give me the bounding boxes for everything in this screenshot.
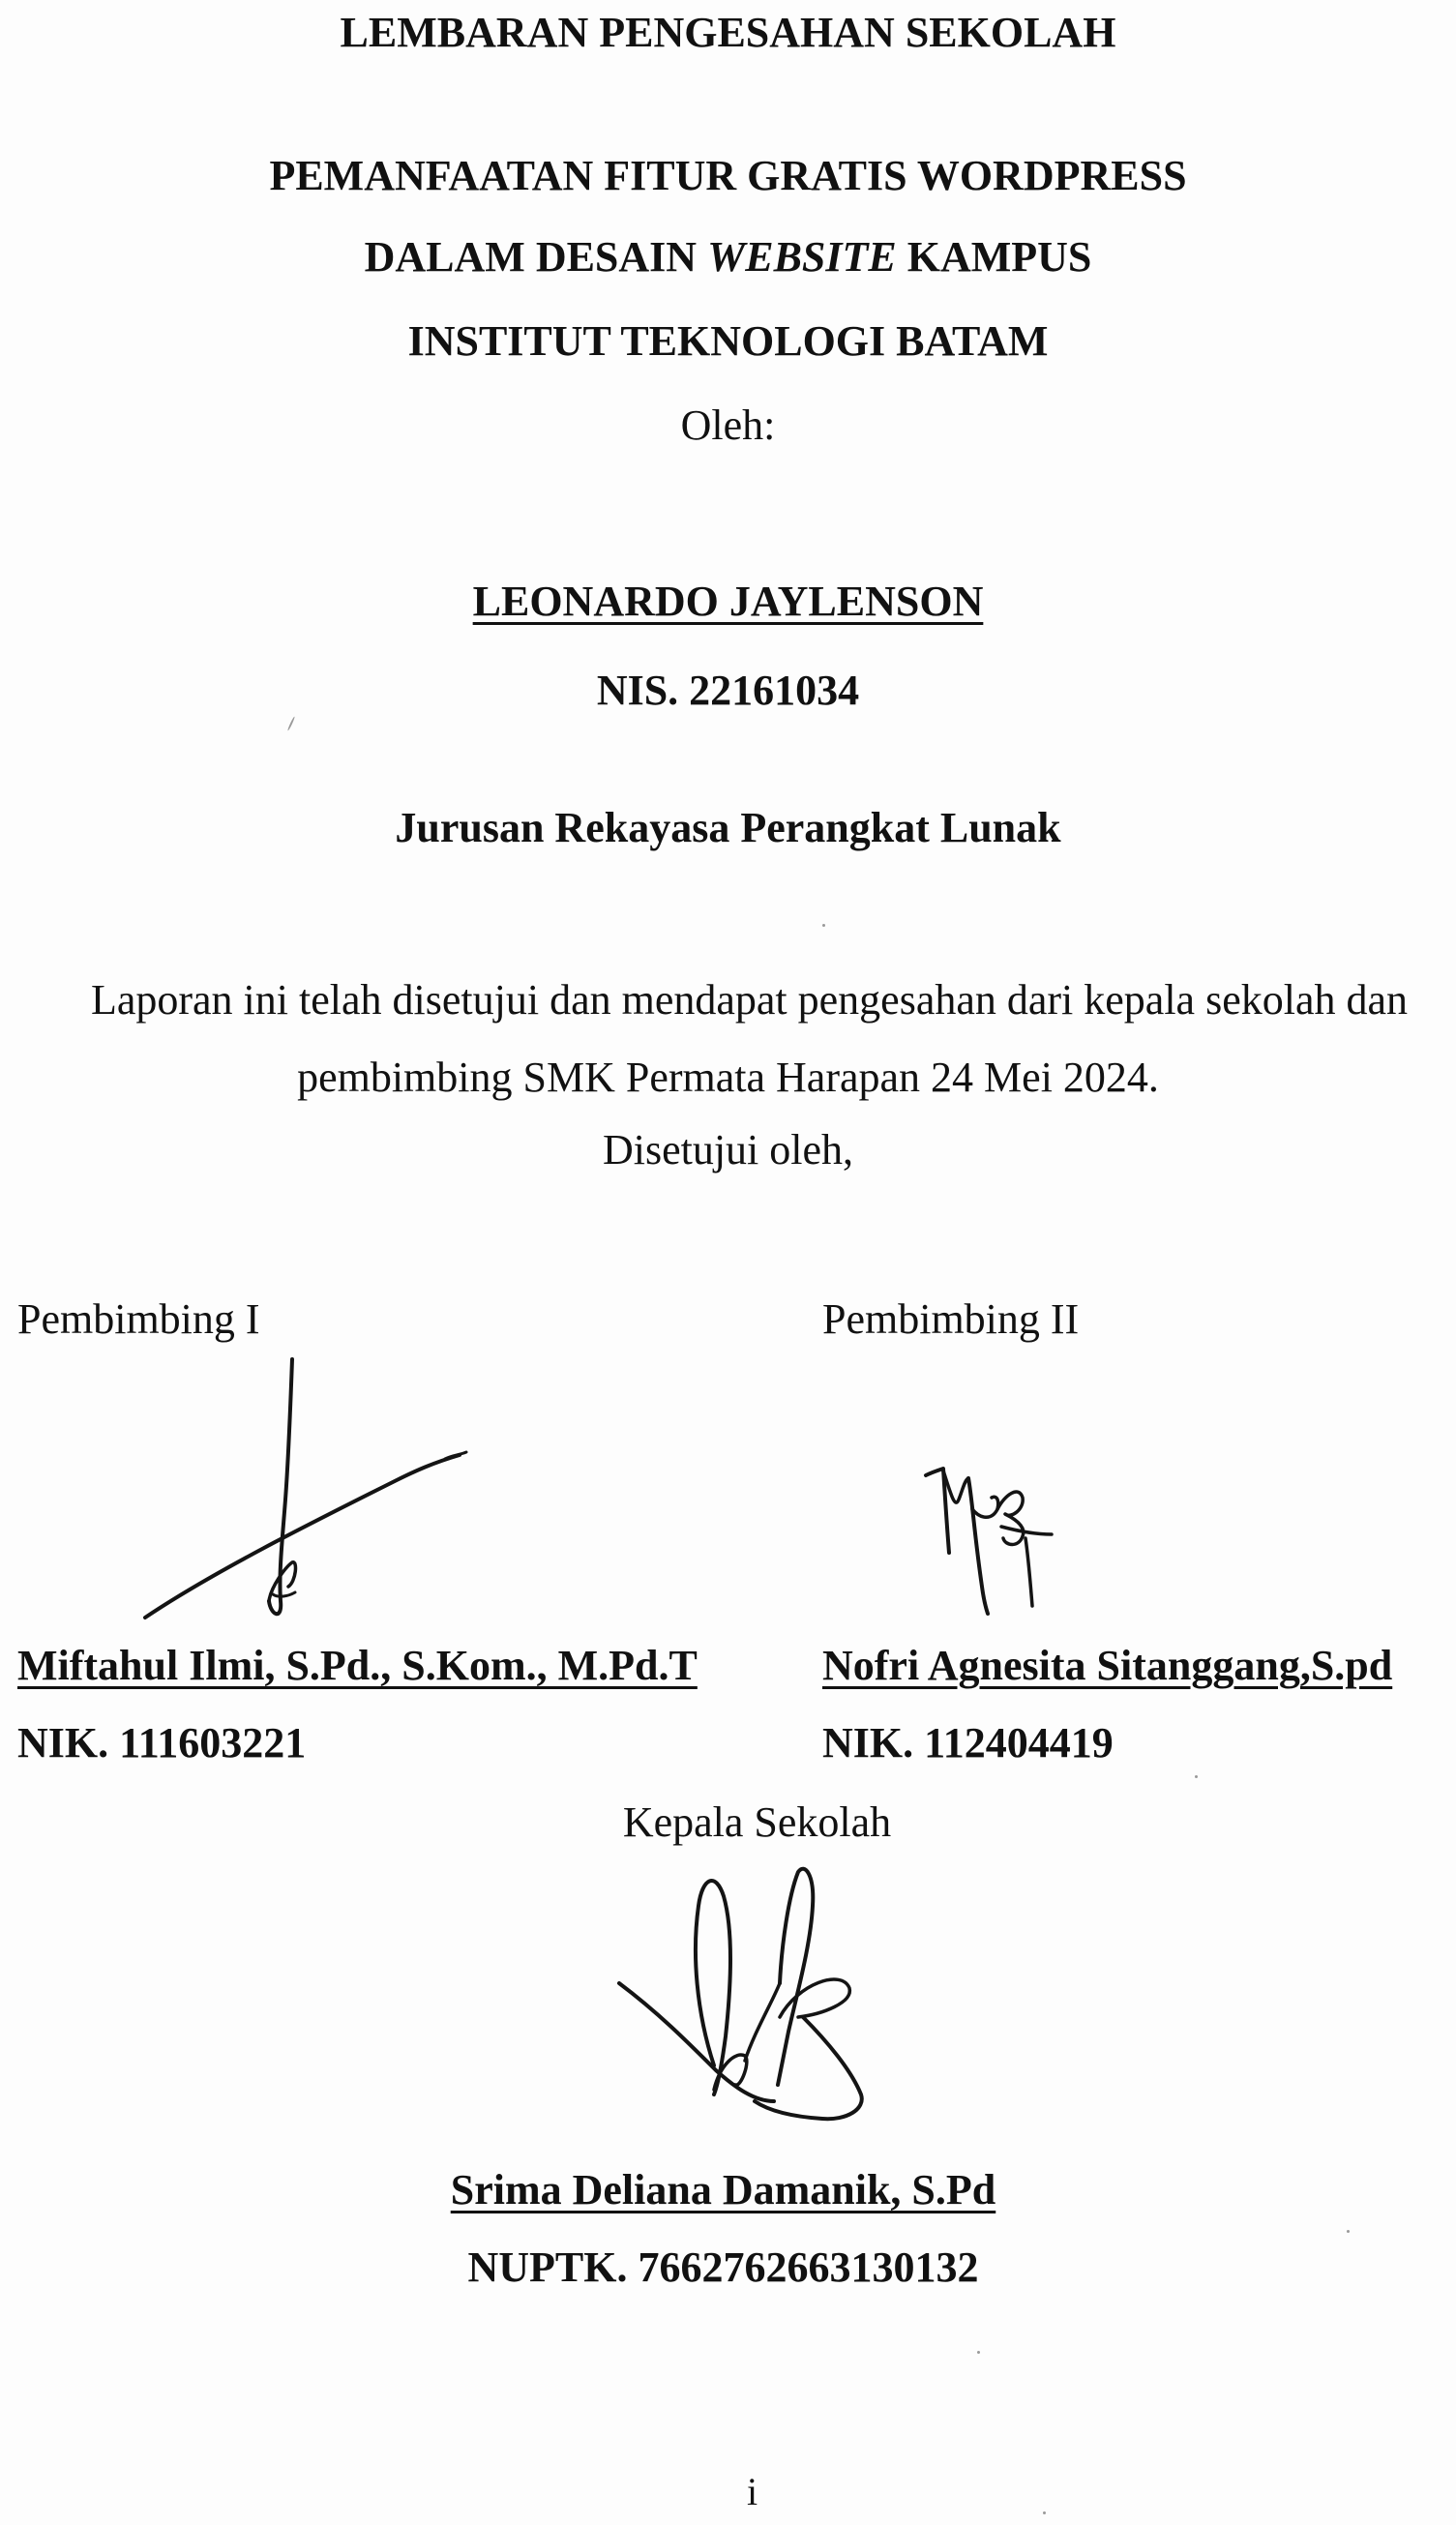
title-line-1: PEMANFAATAN FITUR GRATIS WORDPRESS <box>269 152 1187 199</box>
statement-line-1: Laporan ini telah disetujui dan mendapat pengesahan dari kepala sekolah dan <box>90 976 1409 1024</box>
supervisor-1-name: Miftahul Ilmi, S.Pd., S.Kom., M.Pd.T <box>17 1642 698 1689</box>
title-line-3: INSTITUT TEKNOLOGI BATAM <box>407 317 1049 365</box>
approved-by: Disetujui oleh, <box>602 1126 854 1173</box>
author-name: LEONARDO JAYLENSON <box>472 578 984 625</box>
scan-mark <box>1195 1775 1198 1778</box>
supervisor-1-signature <box>126 1354 493 1645</box>
supervisor-2-signature <box>905 1441 1098 1625</box>
title-line-2-italic: WEBSITE <box>707 233 897 281</box>
supervisor-2-name: Nofri Agnesita Sitanggang,S.pd <box>822 1642 1393 1689</box>
title-line-2 <box>0 232 1456 282</box>
scan-mark <box>1043 2511 1046 2514</box>
supervisor-2-id: NIK. 112404419 <box>822 1719 1114 1767</box>
statement-line-2: pembimbing SMK Permata Harapan 24 Mei 2024. <box>297 1054 1159 1101</box>
page-number: i <box>746 2470 758 2513</box>
supervisor-1-role: Pembimbing I <box>17 1295 260 1343</box>
page-header: LEMBARAN PENGESAHAN SEKOLAH <box>340 9 1116 56</box>
scan-mark <box>287 716 296 730</box>
title-line-2-start: DALAM DESAIN <box>364 233 708 281</box>
scan-mark <box>1347 2230 1350 2233</box>
by-label: Oleh: <box>680 401 776 449</box>
scan-mark <box>822 924 825 927</box>
title-line-2-end: KAMPUS <box>896 233 1092 281</box>
supervisor-2-name-block <box>822 1641 1392 1690</box>
principal-name-block <box>0 2165 1451 2214</box>
principal-signature <box>600 1848 909 2138</box>
principal-id: NUPTK. 7662762663130132 <box>467 2243 979 2291</box>
author-id: NIS. 22161034 <box>596 667 860 714</box>
principal-role: Kepala Sekolah <box>622 1798 892 1846</box>
supervisor-2-role: Pembimbing II <box>822 1295 1080 1343</box>
author-block <box>0 577 1456 626</box>
department: Jurusan Rekayasa Perangkat Lunak <box>395 804 1061 851</box>
supervisor-1-name-block <box>17 1641 698 1690</box>
supervisor-1-id: NIK. 111603221 <box>17 1719 307 1767</box>
principal-name: Srima Deliana Damanik, S.Pd <box>450 2166 996 2213</box>
scan-mark <box>977 2351 980 2354</box>
